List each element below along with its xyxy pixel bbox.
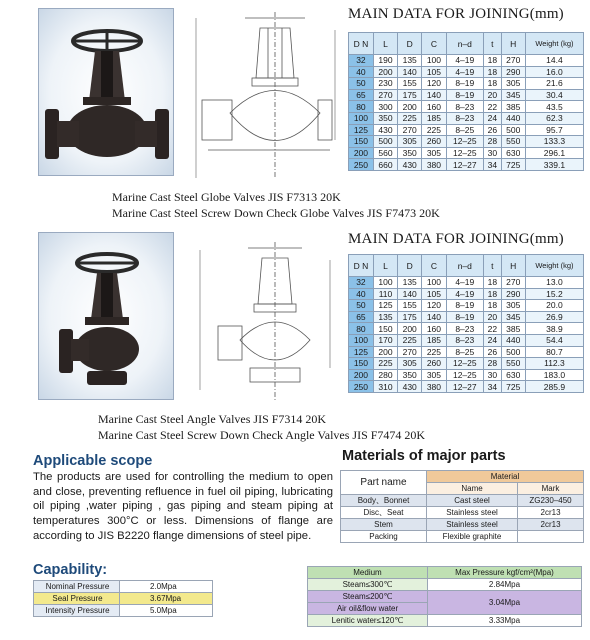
table-cell: 350: [398, 147, 422, 159]
table-cell: 350: [398, 369, 422, 381]
table-cell: 345: [501, 311, 525, 323]
name-header: Name: [427, 483, 518, 495]
table-row: [349, 300, 584, 312]
table-cell: 4–19: [446, 277, 484, 289]
dn-cell: 200: [349, 147, 374, 159]
material-mark-cell: ZG230–450: [518, 495, 584, 507]
table-cell: 225: [398, 334, 422, 346]
table-cell: 140: [398, 66, 422, 78]
table-cell: 270: [398, 346, 422, 358]
table-row: [349, 277, 584, 289]
table-cell: 430: [398, 381, 422, 393]
material-name-cell: Cast steel: [427, 495, 518, 507]
section2-title: MAIN DATA FOR JOINING(mm): [348, 231, 564, 247]
table-cell: 260: [422, 136, 446, 148]
table-cell: 8–23: [446, 112, 484, 124]
table-cell: 200: [398, 323, 422, 335]
dn-cell: 50: [349, 78, 374, 90]
table-cell: 120: [422, 78, 446, 90]
table-row: [349, 136, 584, 148]
table-cell: 22: [484, 323, 502, 335]
table-cell: 440: [501, 334, 525, 346]
table-cell: 100: [373, 277, 397, 289]
pressure-cell: 2.84Mpa: [428, 579, 582, 591]
table-cell: 305: [398, 136, 422, 148]
table-cell: 155: [398, 78, 422, 90]
table-cell: 15.2: [525, 288, 583, 300]
medium-cell: Air oil&flow water: [308, 603, 428, 615]
caption-line: Marine Cast Steel Screw Down Check Globe Valves JIS F7473 20K: [112, 206, 440, 220]
table-cell: 12–27: [446, 159, 484, 171]
table-cell: 22: [484, 101, 502, 113]
section1-title: MAIN DATA FOR JOINING(mm): [348, 6, 564, 22]
table-cell: 30: [484, 147, 502, 159]
table-cell: 95.7: [525, 124, 583, 136]
table-cell: 280: [373, 369, 397, 381]
caption-line: Marine Cast Steel Globe Valves JIS F7313 20K: [112, 190, 341, 204]
dn-cell: 65: [349, 311, 374, 323]
capability-value: 5.0Mpa: [120, 605, 213, 617]
header-nd: n–d: [446, 33, 484, 55]
table-body: [349, 277, 584, 393]
table-cell: 4–19: [446, 288, 484, 300]
table-cell: 550: [501, 136, 525, 148]
dn-cell: 32: [349, 55, 374, 67]
table-cell: 380: [422, 381, 446, 393]
table-cell: 34: [484, 381, 502, 393]
table-row: [349, 288, 584, 300]
table-cell: 385: [501, 101, 525, 113]
material-header: Material: [427, 471, 584, 483]
table-row: [34, 605, 213, 617]
dn-cell: 80: [349, 101, 374, 113]
table-cell: 290: [501, 66, 525, 78]
table-header-row: [308, 567, 582, 579]
header-weight: Weight (kg): [525, 255, 583, 277]
table-cell: 305: [501, 300, 525, 312]
table-cell: 26: [484, 346, 502, 358]
table-cell: 135: [398, 277, 422, 289]
table-cell: 43.5: [525, 101, 583, 113]
capability-heading: Capability:: [33, 562, 108, 578]
table-cell: 18: [484, 66, 502, 78]
table-row: [308, 579, 582, 591]
table-cell: 345: [501, 89, 525, 101]
medium-cell: Steam≤300℃: [308, 579, 428, 591]
dn-cell: 80: [349, 323, 374, 335]
caption-line: Marine Cast Steel Angle Valves JIS F7314 20K: [98, 412, 327, 426]
table-cell: 305: [501, 78, 525, 90]
table-row: [349, 112, 584, 124]
table-cell: 4–19: [446, 66, 484, 78]
table-cell: 30.4: [525, 89, 583, 101]
table-row: [34, 593, 213, 605]
table-cell: 296.1: [525, 147, 583, 159]
capability-table: [33, 580, 213, 617]
table-cell: 18: [484, 277, 502, 289]
dn-cell: 50: [349, 300, 374, 312]
table-row: [349, 124, 584, 136]
table-cell: 18: [484, 78, 502, 90]
table-cell: 20: [484, 89, 502, 101]
applicable-scope-heading: Applicable scope: [33, 453, 153, 469]
material-mark-cell: 2cr13: [518, 507, 584, 519]
capability-label: Seal Pressure: [34, 593, 120, 605]
table-cell: 305: [422, 147, 446, 159]
table-cell: 13.0: [525, 277, 583, 289]
pressure-header: Max Pressure kgf/cm²(Mpa): [428, 567, 582, 579]
table-cell: 190: [373, 55, 397, 67]
part-name-cell: Packing: [341, 531, 427, 543]
table-cell: 430: [398, 159, 422, 171]
materials-heading: Materials of major parts: [342, 448, 506, 464]
table-cell: 8–19: [446, 300, 484, 312]
table-cell: 160: [422, 101, 446, 113]
table-cell: 100: [422, 55, 446, 67]
table-cell: 12–27: [446, 381, 484, 393]
table-row: [349, 311, 584, 323]
header-l: L: [373, 255, 397, 277]
table-cell: 38.9: [525, 323, 583, 335]
table-cell: 80.7: [525, 346, 583, 358]
header-c: C: [422, 33, 446, 55]
applicable-scope-text: The products are used for controlling the medium to open and close, preventing refluence in fuel oil piping, lubricating oil piping ,water piping , gas piping and steam piping at temperatures 300°C or less. Dimensions of flange are according to JIS B2220 flange dimensions of steel pipe.: [33, 471, 333, 542]
table-cell: 225: [422, 124, 446, 136]
material-mark-cell: 2cr13: [518, 519, 584, 531]
table-cell: 34: [484, 159, 502, 171]
header-d: D: [398, 255, 422, 277]
section1-caption: [112, 189, 440, 221]
dn-cell: 250: [349, 159, 374, 171]
material-name-cell: Stainless steel: [427, 507, 518, 519]
table-cell: 350: [373, 112, 397, 124]
header-dn: D N: [349, 255, 374, 277]
table-cell: 500: [501, 124, 525, 136]
table-row: [308, 591, 582, 603]
globe-valve-data-table: [348, 32, 584, 171]
table-cell: 8–23: [446, 101, 484, 113]
table-cell: 200: [373, 346, 397, 358]
medium-pressure-table: [307, 566, 582, 627]
table-cell: 12–25: [446, 358, 484, 370]
table-cell: 30: [484, 369, 502, 381]
table-cell: 430: [373, 124, 397, 136]
table-cell: 4–19: [446, 55, 484, 67]
table-row: [349, 101, 584, 113]
table-cell: 26: [484, 124, 502, 136]
table-cell: 18: [484, 300, 502, 312]
table-row: [349, 381, 584, 393]
table-cell: 183.0: [525, 369, 583, 381]
table-row: [349, 89, 584, 101]
dn-cell: 32: [349, 277, 374, 289]
table-cell: 133.3: [525, 136, 583, 148]
table-cell: 175: [398, 89, 422, 101]
table-cell: 105: [422, 66, 446, 78]
table-cell: 185: [422, 112, 446, 124]
table-cell: 112.3: [525, 358, 583, 370]
table-row: [341, 495, 584, 507]
table-cell: 140: [422, 311, 446, 323]
table-cell: 260: [422, 358, 446, 370]
table-cell: 140: [422, 89, 446, 101]
table-cell: 14.4: [525, 55, 583, 67]
table-cell: 16.0: [525, 66, 583, 78]
dn-cell: 150: [349, 136, 374, 148]
dn-cell: 100: [349, 112, 374, 124]
header-l: L: [373, 33, 397, 55]
table-cell: 500: [373, 136, 397, 148]
section2-caption: [98, 411, 425, 443]
table-row: [341, 507, 584, 519]
table-cell: 26.9: [525, 311, 583, 323]
table-cell: 230: [373, 78, 397, 90]
capability-label: Nominal Pressure: [34, 581, 120, 593]
medium-header: Medium: [308, 567, 428, 579]
table-cell: 285.9: [525, 381, 583, 393]
medium-cell: Steam≤200℃: [308, 591, 428, 603]
table-row: [349, 159, 584, 171]
table-cell: 8–19: [446, 89, 484, 101]
header-d: D: [398, 33, 422, 55]
header-c: C: [422, 255, 446, 277]
table-cell: 725: [501, 381, 525, 393]
materials-table: [340, 470, 584, 543]
table-cell: 200: [373, 66, 397, 78]
table-row: [349, 55, 584, 67]
table-cell: 54.4: [525, 334, 583, 346]
dn-cell: 150: [349, 358, 374, 370]
pressure-cell: 3.04Mpa: [428, 591, 582, 615]
table-row: [349, 346, 584, 358]
dn-cell: 125: [349, 124, 374, 136]
table-cell: 630: [501, 147, 525, 159]
header-weight: Weight (kg): [525, 33, 583, 55]
angle-valve-data-table: [348, 254, 584, 393]
table-row: [341, 531, 584, 543]
table-cell: 8–19: [446, 78, 484, 90]
header-dn: D N: [349, 33, 374, 55]
header-nd: n–d: [446, 255, 484, 277]
table-cell: 140: [398, 288, 422, 300]
table-cell: 18: [484, 55, 502, 67]
dn-cell: 65: [349, 89, 374, 101]
capability-label: Intensity Pressure: [34, 605, 120, 617]
table-cell: 110: [373, 288, 397, 300]
dn-cell: 40: [349, 66, 374, 78]
table-row: [349, 78, 584, 90]
table-cell: 300: [373, 101, 397, 113]
table-row: [308, 615, 582, 627]
table-cell: 8–23: [446, 323, 484, 335]
table-header-row: [349, 255, 584, 277]
table-cell: 225: [373, 358, 397, 370]
table-cell: 20: [484, 311, 502, 323]
table-row: [349, 334, 584, 346]
table-cell: 135: [398, 55, 422, 67]
dn-cell: 125: [349, 346, 374, 358]
header-h: H: [501, 33, 525, 55]
table-cell: 18: [484, 288, 502, 300]
table-row: [349, 66, 584, 78]
table-row: [349, 369, 584, 381]
table-row: [34, 581, 213, 593]
table-row: [349, 358, 584, 370]
table-cell: 270: [501, 55, 525, 67]
table-row: [349, 147, 584, 159]
angle-valve-photo: [38, 232, 174, 400]
table-cell: 225: [422, 346, 446, 358]
material-mark-cell: [518, 531, 584, 543]
pressure-cell: 3.33Mpa: [428, 615, 582, 627]
table-cell: 660: [373, 159, 397, 171]
table-cell: 150: [373, 323, 397, 335]
table-cell: 160: [422, 323, 446, 335]
table-cell: 380: [422, 159, 446, 171]
table-cell: 305: [398, 358, 422, 370]
angle-valve-drawing: [190, 240, 340, 405]
table-cell: 28: [484, 136, 502, 148]
table-cell: 120: [422, 300, 446, 312]
table-cell: 290: [501, 288, 525, 300]
table-cell: 310: [373, 381, 397, 393]
table-cell: 8–23: [446, 334, 484, 346]
dn-cell: 40: [349, 288, 374, 300]
mark-header: Mark: [518, 483, 584, 495]
part-name-cell: Body、Bonnet: [341, 495, 427, 507]
table-header-row: [349, 33, 584, 55]
table-cell: 12–25: [446, 136, 484, 148]
table-cell: 725: [501, 159, 525, 171]
material-name-cell: Flexible graphite: [427, 531, 518, 543]
table-cell: 440: [501, 112, 525, 124]
part-name-cell: Stem: [341, 519, 427, 531]
table-cell: 125: [373, 300, 397, 312]
table-cell: 105: [422, 288, 446, 300]
table-cell: 135: [373, 311, 397, 323]
capability-value: 3.67Mpa: [120, 593, 213, 605]
table-cell: 305: [422, 369, 446, 381]
table-cell: 170: [373, 334, 397, 346]
table-cell: 225: [398, 112, 422, 124]
table-cell: 270: [373, 89, 397, 101]
table-cell: 24: [484, 112, 502, 124]
header-t: t: [484, 255, 502, 277]
table-cell: 630: [501, 369, 525, 381]
globe-valve-photo: [38, 8, 174, 176]
table-cell: 339.1: [525, 159, 583, 171]
header-h: H: [501, 255, 525, 277]
dn-cell: 100: [349, 334, 374, 346]
table-cell: 550: [501, 358, 525, 370]
table-cell: 500: [501, 346, 525, 358]
dn-cell: 200: [349, 369, 374, 381]
table-cell: 21.6: [525, 78, 583, 90]
capability-value: 2.0Mpa: [120, 581, 213, 593]
table-cell: 175: [398, 311, 422, 323]
table-cell: 155: [398, 300, 422, 312]
globe-valve-drawing: [190, 8, 340, 183]
table-cell: 8–19: [446, 311, 484, 323]
table-cell: 100: [422, 277, 446, 289]
part-name-header: Part name: [341, 471, 427, 495]
table-row: [341, 519, 584, 531]
table-cell: 270: [398, 124, 422, 136]
table-cell: 560: [373, 147, 397, 159]
table-cell: 185: [422, 334, 446, 346]
table-cell: 200: [398, 101, 422, 113]
table-cell: 12–25: [446, 369, 484, 381]
table-cell: 62.3: [525, 112, 583, 124]
table-cell: 12–25: [446, 147, 484, 159]
caption-line: Marine Cast Steel Screw Down Check Angle Valves JIS F7474 20K: [98, 428, 426, 442]
table-cell: 24: [484, 334, 502, 346]
table-cell: 8–25: [446, 346, 484, 358]
header-t: t: [484, 33, 502, 55]
table-cell: 28: [484, 358, 502, 370]
material-name-cell: Stainless steel: [427, 519, 518, 531]
dn-cell: 250: [349, 381, 374, 393]
medium-cell: Lenitic water≤120℃: [308, 615, 428, 627]
table-cell: 20.0: [525, 300, 583, 312]
table-row: [349, 323, 584, 335]
table-cell: 270: [501, 277, 525, 289]
table-body: [349, 55, 584, 171]
table-cell: 8–25: [446, 124, 484, 136]
table-cell: 385: [501, 323, 525, 335]
part-name-cell: Disc、Seat: [341, 507, 427, 519]
